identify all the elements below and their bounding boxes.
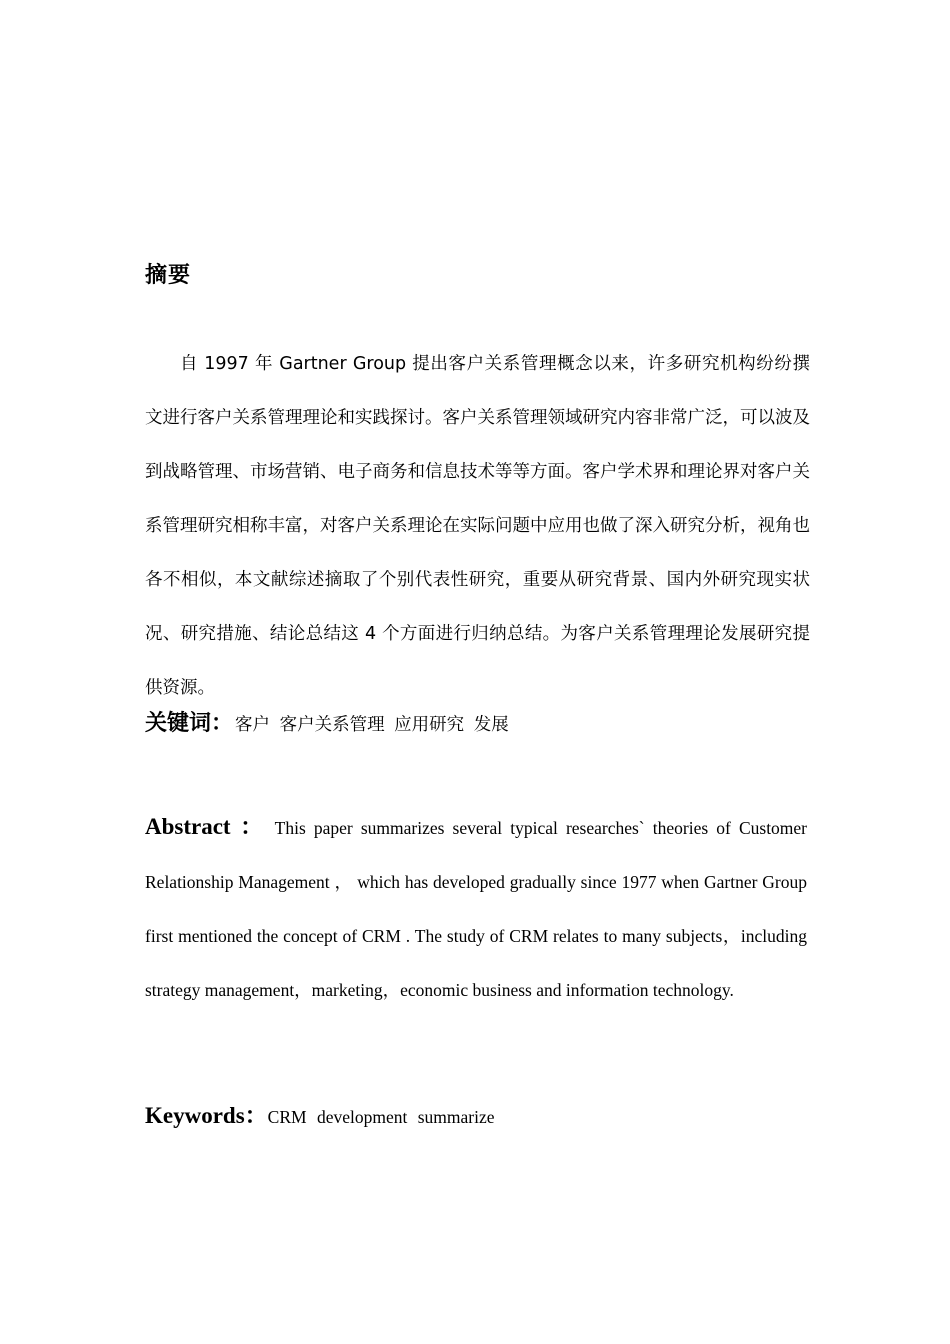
chinese-keywords-line: [145, 706, 509, 737]
chinese-keywords-value: 客户 客户关系管理 应用研究 发展: [235, 715, 509, 735]
english-keywords-line: [145, 1097, 495, 1130]
chinese-abstract-title: 摘要: [145, 263, 192, 288]
chinese-keywords-label: 关键词：: [145, 711, 234, 736]
english-abstract-label: Abstract ：: [145, 814, 267, 839]
chinese-abstract-paragraph: 自 1997 年 Gartner Group 提出客户关系管理概念以来，许多研究机构纷纷撰文进行客户关系管理理论和实践探讨。客户关系管理领域研究内容非常广泛，可以波及到战略管理、市场营销、电子商务和信息技术等等方面。客户学术界和理论界对客户关系管理研究相称丰富，对客户关系理论在实际问题中应用也做了深入研究分析，视角也各不相似，本文献综述摘取了个别代表性研究，重要从研究背景、国内外研究现实状况、研究措施、结论总结这 4 个方面进行归纳总结。为客户关系管理理论发展研究提供资源。: [145, 354, 810, 698]
english-keywords-label: Keywords：: [145, 1103, 268, 1128]
english-keywords-value: CRM development summarize: [267, 1107, 495, 1127]
english-abstract-text: This paper summarizes several typical researches` theories of Customer Relationship Management ， which has developed gradually since 1977 when Gartner Group first mentioned the concept of CRM . The study of CRM relates to many subjects，including strategy management，marketing，economic business and information technology.: [145, 818, 808, 1000]
english-abstract-block: [145, 800, 807, 1017]
